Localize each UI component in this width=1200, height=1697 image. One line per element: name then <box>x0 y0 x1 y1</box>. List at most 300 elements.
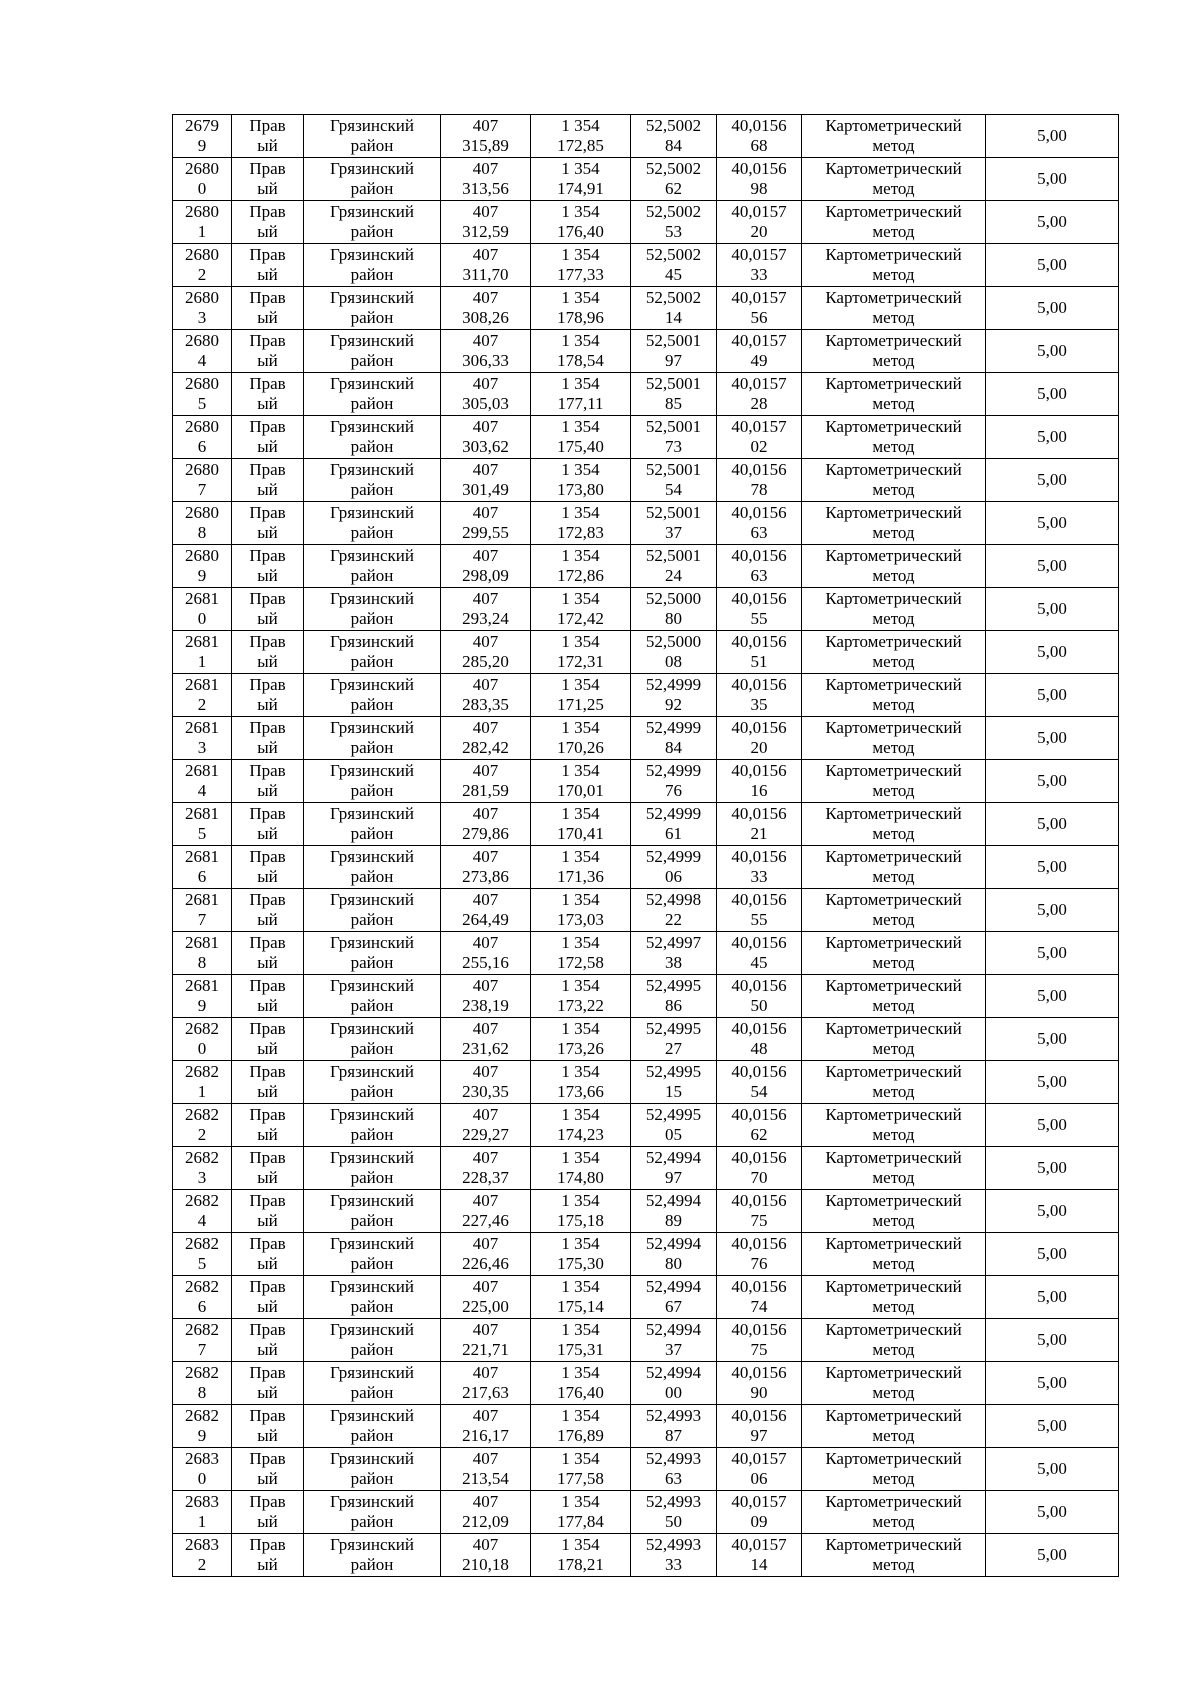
cell-lon-line: 40,0156 <box>731 460 787 479</box>
table-row <box>173 846 1119 889</box>
cell-district-line: Грязинский <box>330 1105 414 1124</box>
cell-value: 5,00 <box>986 158 1119 201</box>
cell-district <box>304 1534 441 1577</box>
cell-num-line: 4 <box>197 781 207 800</box>
cell-district <box>304 416 441 459</box>
cell-lat-line: 52,4993 <box>645 1406 702 1425</box>
cell-lat-line: 52,4999 <box>645 675 702 694</box>
cell-lon <box>717 1190 802 1233</box>
cell-x-line: 301,49 <box>462 480 509 499</box>
cell-x-line: 407 <box>472 933 499 952</box>
cell-method-line: метод <box>872 179 915 198</box>
cell-x-line: 407 <box>472 1062 499 1081</box>
cell-num <box>173 760 232 803</box>
cell-num-line: 2682 <box>185 1234 219 1253</box>
cell-method <box>802 502 986 545</box>
cell-district <box>304 975 441 1018</box>
cell-y <box>531 1319 631 1362</box>
cell-x-line: 407 <box>472 976 499 995</box>
cell-lon <box>717 975 802 1018</box>
cell-x-line: 407 <box>472 675 499 694</box>
cell-lon-line: 40,0156 <box>731 1320 787 1339</box>
cell-method-line: Картометрический <box>825 1406 962 1425</box>
cell-method <box>802 416 986 459</box>
cell-lon-line: 50 <box>750 996 768 1015</box>
cell-y <box>531 244 631 287</box>
cell-x <box>441 545 531 588</box>
cell-lon-line: 40,0156 <box>731 1277 787 1296</box>
cell-method-line: Картометрический <box>825 804 962 823</box>
cell-lat-line: 52,4998 <box>645 890 702 909</box>
cell-method-line: метод <box>872 1254 915 1273</box>
cell-method <box>802 1061 986 1104</box>
cell-num-line: 9 <box>197 136 207 155</box>
cell-side-line: ый <box>257 265 278 284</box>
cell-district <box>304 1491 441 1534</box>
cell-district-line: район <box>350 308 394 327</box>
cell-x-line: 213,54 <box>462 1469 509 1488</box>
cell-x-line: 407 <box>472 1191 499 1210</box>
cell-x-line: 407 <box>472 1019 499 1038</box>
cell-district <box>304 674 441 717</box>
cell-lat-line: 84 <box>665 136 682 155</box>
table-row <box>173 545 1119 588</box>
cell-num-line: 5 <box>197 394 207 413</box>
cell-lat-line: 76 <box>665 781 682 800</box>
cell-lon-line: 90 <box>750 1383 768 1402</box>
cell-district <box>304 330 441 373</box>
cell-lon <box>717 1534 802 1577</box>
cell-side-line: ый <box>257 1512 278 1531</box>
cell-num-line: 8 <box>197 953 207 972</box>
cell-y-line: 1 354 <box>561 933 600 952</box>
cell-value: 5,00 <box>986 760 1119 803</box>
cell-district <box>304 1104 441 1147</box>
cell-side-line: ый <box>257 1254 278 1273</box>
cell-lat <box>631 1405 717 1448</box>
cell-method-line: метод <box>872 1039 915 1058</box>
cell-method-line: Картометрический <box>825 1320 962 1339</box>
cell-num-line: 2 <box>197 265 207 284</box>
cell-lon-line: 40,0156 <box>731 890 787 909</box>
cell-lat <box>631 760 717 803</box>
table-row <box>173 674 1119 717</box>
cell-method-line: метод <box>872 996 915 1015</box>
cell-x-line: 221,71 <box>462 1340 509 1359</box>
cell-side-line: Прав <box>249 632 286 651</box>
cell-y-line: 172,83 <box>557 523 604 542</box>
cell-num <box>173 975 232 1018</box>
cell-x-line: 264,49 <box>462 910 509 929</box>
cell-district <box>304 932 441 975</box>
cell-lon-line: 40,0157 <box>731 417 787 436</box>
cell-x <box>441 330 531 373</box>
cell-district-line: Грязинский <box>330 1406 414 1425</box>
cell-y <box>531 975 631 1018</box>
cell-district-line: район <box>350 1211 394 1230</box>
cell-x <box>441 244 531 287</box>
cell-x-line: 407 <box>472 589 499 608</box>
cell-method <box>802 373 986 416</box>
cell-district-line: район <box>350 1383 394 1402</box>
cell-value: 5,00 <box>986 459 1119 502</box>
cell-num <box>173 416 232 459</box>
cell-side <box>232 760 304 803</box>
cell-y <box>531 330 631 373</box>
cell-district-line: район <box>350 1426 394 1445</box>
table-row <box>173 932 1119 975</box>
cell-method-line: метод <box>872 824 915 843</box>
cell-y-line: 1 354 <box>561 847 600 866</box>
cell-method <box>802 588 986 631</box>
cell-lat-line: 24 <box>665 566 682 585</box>
cell-method <box>802 545 986 588</box>
cell-x-line: 315,89 <box>462 136 509 155</box>
cell-lon-line: 40,0156 <box>731 1105 787 1124</box>
cell-y-line: 170,01 <box>557 781 604 800</box>
cell-y-line: 173,66 <box>557 1082 604 1101</box>
cell-side-line: Прав <box>249 503 286 522</box>
cell-lon-line: 70 <box>750 1168 768 1187</box>
cell-y-line: 177,33 <box>557 265 604 284</box>
cell-district-line: Грязинский <box>330 1234 414 1253</box>
cell-num <box>173 1319 232 1362</box>
cell-lat <box>631 1276 717 1319</box>
cell-y-line: 1 354 <box>561 460 600 479</box>
cell-value: 5,00 <box>986 287 1119 330</box>
cell-lat <box>631 717 717 760</box>
cell-y <box>531 588 631 631</box>
cell-num-line: 2682 <box>185 1062 219 1081</box>
cell-lat-line: 87 <box>665 1426 682 1445</box>
table-row <box>173 1276 1119 1319</box>
cell-method <box>802 244 986 287</box>
cell-lat <box>631 846 717 889</box>
cell-district <box>304 717 441 760</box>
cell-x <box>441 1061 531 1104</box>
cell-lon-line: 40,0156 <box>731 546 787 565</box>
cell-lon-line: 33 <box>750 265 768 284</box>
cell-x-line: 226,46 <box>462 1254 509 1273</box>
cell-x-line: 407 <box>472 374 499 393</box>
cell-lon <box>717 1147 802 1190</box>
cell-district-line: район <box>350 738 394 757</box>
cell-num-line: 1 <box>197 1082 207 1101</box>
cell-side-line: Прав <box>249 847 286 866</box>
cell-lat-line: 84 <box>665 738 682 757</box>
cell-lon-line: 40,0157 <box>731 331 787 350</box>
cell-method-line: метод <box>872 695 915 714</box>
cell-method-line: метод <box>872 953 915 972</box>
cell-method <box>802 846 986 889</box>
cell-side-line: Прав <box>249 718 286 737</box>
cell-method-line: Картометрический <box>825 159 962 178</box>
cell-x-line: 238,19 <box>462 996 509 1015</box>
cell-lon-line: 06 <box>750 1469 768 1488</box>
cell-value: 5,00 <box>986 201 1119 244</box>
cell-y <box>531 1448 631 1491</box>
cell-num-line: 2 <box>197 695 207 714</box>
cell-num-line: 2681 <box>185 976 219 995</box>
cell-num-line: 2681 <box>185 761 219 780</box>
cell-y-line: 1 354 <box>561 632 600 651</box>
cell-lat-line: 14 <box>665 308 682 327</box>
cell-district-line: район <box>350 136 394 155</box>
cell-side-line: ый <box>257 1211 278 1230</box>
cell-num <box>173 631 232 674</box>
cell-lon-line: 51 <box>750 652 768 671</box>
cell-side-line: Прав <box>249 546 286 565</box>
cell-lat <box>631 1190 717 1233</box>
cell-side-line: Прав <box>249 890 286 909</box>
cell-method-line: Картометрический <box>825 202 962 221</box>
cell-method <box>802 1104 986 1147</box>
cell-side-line: Прав <box>249 1148 286 1167</box>
cell-y-line: 177,58 <box>557 1469 604 1488</box>
cell-lat-line: 37 <box>665 1340 682 1359</box>
cell-y <box>531 760 631 803</box>
cell-method-line: Картометрический <box>825 546 962 565</box>
cell-lat <box>631 115 717 158</box>
cell-method-line: Картометрический <box>825 933 962 952</box>
cell-lon <box>717 1233 802 1276</box>
cell-value: 5,00 <box>986 1061 1119 1104</box>
cell-value: 5,00 <box>986 1448 1119 1491</box>
cell-value: 5,00 <box>986 416 1119 459</box>
cell-district-line: район <box>350 910 394 929</box>
cell-num-line: 9 <box>197 996 207 1015</box>
cell-x-line: 407 <box>472 761 499 780</box>
cell-method-line: метод <box>872 652 915 671</box>
cell-lon-line: 40,0156 <box>731 1062 787 1081</box>
cell-x <box>441 1190 531 1233</box>
cell-num-line: 2 <box>197 1555 207 1574</box>
cell-x <box>441 287 531 330</box>
table-row <box>173 889 1119 932</box>
cell-lat-line: 22 <box>665 910 682 929</box>
cell-num <box>173 1190 232 1233</box>
cell-side-line: Прав <box>249 1492 286 1511</box>
cell-method-line: метод <box>872 738 915 757</box>
cell-side-line: ый <box>257 394 278 413</box>
cell-side <box>232 717 304 760</box>
cell-district <box>304 1319 441 1362</box>
cell-lon-line: 40,0157 <box>731 1492 787 1511</box>
cell-method-line: Картометрический <box>825 1277 962 1296</box>
cell-side <box>232 1276 304 1319</box>
cell-lon <box>717 889 802 932</box>
cell-num-line: 1 <box>197 652 207 671</box>
cell-district-line: Грязинский <box>330 1277 414 1296</box>
cell-x-line: 229,27 <box>462 1125 509 1144</box>
cell-side <box>232 1362 304 1405</box>
cell-side <box>232 330 304 373</box>
cell-num-line: 1 <box>197 222 207 241</box>
cell-x <box>441 803 531 846</box>
cell-num <box>173 588 232 631</box>
cell-side-line: ый <box>257 1168 278 1187</box>
cell-lon-line: 40,0156 <box>731 503 787 522</box>
cell-lon-line: 40,0156 <box>731 804 787 823</box>
cell-side-line: ый <box>257 480 278 499</box>
cell-lat-line: 06 <box>665 867 682 886</box>
cell-district <box>304 115 441 158</box>
cell-district-line: район <box>350 953 394 972</box>
cell-side-line: ый <box>257 1297 278 1316</box>
cell-lon-line: 63 <box>750 566 768 585</box>
cell-method-line: метод <box>872 394 915 413</box>
cell-lat-line: 52,4994 <box>645 1277 702 1296</box>
cell-num-line: 0 <box>197 609 207 628</box>
cell-lat-line: 52,4997 <box>645 933 702 952</box>
cell-lon-line: 20 <box>750 222 768 241</box>
cell-x-line: 279,86 <box>462 824 509 843</box>
cell-side <box>232 975 304 1018</box>
cell-method <box>802 115 986 158</box>
cell-num-line: 2680 <box>185 331 219 350</box>
cell-lat-line: 52,5001 <box>645 503 702 522</box>
cell-lon-line: 55 <box>750 609 768 628</box>
cell-y-line: 1 354 <box>561 159 600 178</box>
cell-lon-line: 63 <box>750 523 768 542</box>
cell-method-line: метод <box>872 1383 915 1402</box>
cell-lon-line: 40,0156 <box>731 1019 787 1038</box>
cell-lon <box>717 1448 802 1491</box>
cell-side <box>232 244 304 287</box>
cell-num <box>173 932 232 975</box>
cell-x-line: 313,56 <box>462 179 509 198</box>
cell-lat <box>631 975 717 1018</box>
cell-x-line: 407 <box>472 1277 499 1296</box>
cell-y-line: 1 354 <box>561 1277 600 1296</box>
cell-method-line: метод <box>872 1555 915 1574</box>
cell-method <box>802 1405 986 1448</box>
cell-value: 5,00 <box>986 803 1119 846</box>
cell-district-line: район <box>350 1168 394 1187</box>
cell-side-line: Прав <box>249 460 286 479</box>
cell-side-line: ый <box>257 695 278 714</box>
cell-method-line: Картометрический <box>825 374 962 393</box>
cell-y <box>531 1147 631 1190</box>
cell-x-line: 283,35 <box>462 695 509 714</box>
cell-method <box>802 287 986 330</box>
cell-method-line: метод <box>872 781 915 800</box>
cell-x <box>441 158 531 201</box>
cell-district-line: Грязинский <box>330 546 414 565</box>
cell-value: 5,00 <box>986 373 1119 416</box>
cell-x-line: 306,33 <box>462 351 509 370</box>
cell-lat <box>631 1018 717 1061</box>
cell-num-line: 2682 <box>185 1277 219 1296</box>
cell-district <box>304 1190 441 1233</box>
cell-y <box>531 287 631 330</box>
cell-lon-line: 40,0156 <box>731 1191 787 1210</box>
cell-lon-line: 78 <box>750 480 768 499</box>
cell-district-line: район <box>350 1297 394 1316</box>
cell-lon <box>717 1405 802 1448</box>
table-row <box>173 201 1119 244</box>
cell-lat <box>631 1448 717 1491</box>
cell-y-line: 171,36 <box>557 867 604 886</box>
cell-method <box>802 201 986 244</box>
cell-y-line: 1 354 <box>561 1105 600 1124</box>
cell-y-line: 1 354 <box>561 1234 600 1253</box>
cell-district-line: Грязинский <box>330 245 414 264</box>
cell-x-line: 305,03 <box>462 394 509 413</box>
cell-lon <box>717 502 802 545</box>
cell-method-line: метод <box>872 609 915 628</box>
cell-side-line: Прав <box>249 159 286 178</box>
cell-method-line: метод <box>872 1340 915 1359</box>
cell-num <box>173 889 232 932</box>
cell-side <box>232 287 304 330</box>
cell-lon <box>717 1491 802 1534</box>
cell-district-line: Грязинский <box>330 718 414 737</box>
cell-district-line: Грязинский <box>330 417 414 436</box>
cell-y-line: 1 354 <box>561 202 600 221</box>
cell-lon-line: 75 <box>750 1211 768 1230</box>
cell-method-line: Картометрический <box>825 890 962 909</box>
cell-y-line: 1 354 <box>561 116 600 135</box>
cell-lon-line: 09 <box>750 1512 768 1531</box>
cell-lon <box>717 846 802 889</box>
cell-lat-line: 52,5002 <box>645 116 702 135</box>
cell-district-line: район <box>350 609 394 628</box>
cell-num <box>173 1491 232 1534</box>
cell-num-line: 3 <box>197 308 207 327</box>
cell-value: 5,00 <box>986 588 1119 631</box>
cell-district-line: Грязинский <box>330 933 414 952</box>
cell-side-line: Прав <box>249 589 286 608</box>
cell-side <box>232 846 304 889</box>
cell-method-line: метод <box>872 566 915 585</box>
table-row <box>173 416 1119 459</box>
cell-district-line: район <box>350 480 394 499</box>
cell-lat <box>631 1491 717 1534</box>
cell-value: 5,00 <box>986 1018 1119 1061</box>
cell-y-line: 1 354 <box>561 417 600 436</box>
cell-lat <box>631 1319 717 1362</box>
cell-lat-line: 27 <box>665 1039 682 1058</box>
cell-method <box>802 1018 986 1061</box>
cell-y-line: 1 354 <box>561 1535 600 1554</box>
cell-lat-line: 33 <box>665 1555 682 1574</box>
cell-lat <box>631 803 717 846</box>
cell-value: 5,00 <box>986 1104 1119 1147</box>
cell-lon-line: 35 <box>750 695 768 714</box>
cell-x <box>441 115 531 158</box>
cell-lat-line: 52,4995 <box>645 976 702 995</box>
cell-x-line: 407 <box>472 159 499 178</box>
cell-lat-line: 52,5000 <box>645 589 702 608</box>
cell-x-line: 407 <box>472 1535 499 1554</box>
cell-num-line: 2680 <box>185 374 219 393</box>
cell-district <box>304 1018 441 1061</box>
cell-num-line: 1 <box>197 1512 207 1531</box>
cell-num <box>173 158 232 201</box>
cell-value: 5,00 <box>986 1405 1119 1448</box>
cell-side <box>232 889 304 932</box>
cell-method <box>802 1362 986 1405</box>
cell-lon-line: 98 <box>750 179 768 198</box>
cell-y-line: 1 354 <box>561 331 600 350</box>
cell-method-line: Картометрический <box>825 1492 962 1511</box>
cell-district-line: район <box>350 1512 394 1531</box>
cell-district-line: район <box>350 1254 394 1273</box>
cell-lon-line: 68 <box>750 136 768 155</box>
cell-y-line: 173,26 <box>557 1039 604 1058</box>
cell-x-line: 407 <box>472 546 499 565</box>
